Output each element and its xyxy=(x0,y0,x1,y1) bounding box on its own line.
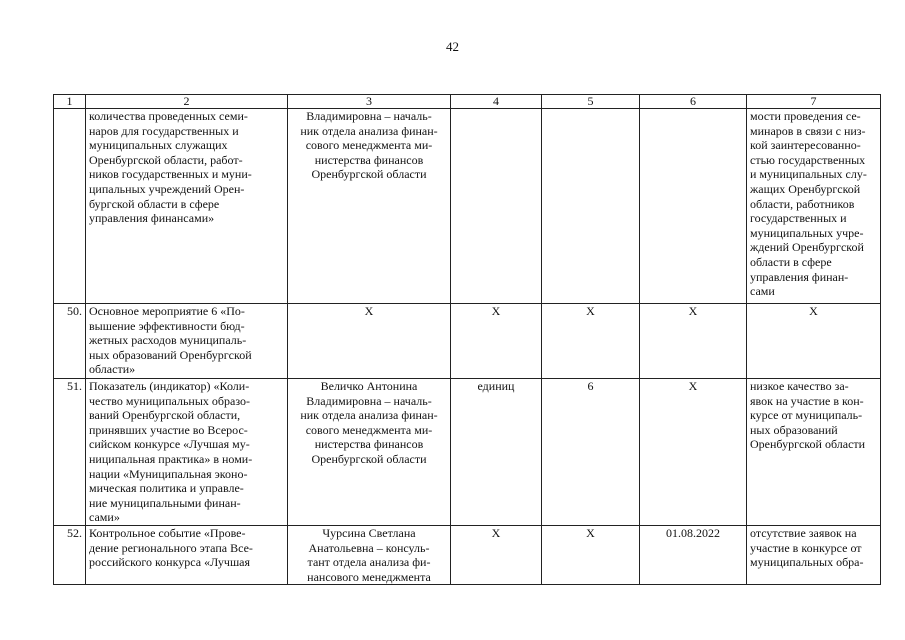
table-row xyxy=(54,109,881,304)
cell-text-line: бургской области в сфере xyxy=(89,196,220,211)
cell-text-line: мости проведения се- xyxy=(750,109,861,123)
cell-text-line: Х xyxy=(809,304,818,318)
risk-cell xyxy=(747,526,881,585)
cell-text-line: управления финансами» xyxy=(89,211,215,226)
cell-text-line: Основное мероприятие 6 «По- xyxy=(89,304,245,318)
cell-text-line: Владимировна – началь- xyxy=(306,393,432,408)
value-cell: 6 xyxy=(542,379,640,526)
cell-text-line: Оренбургской области xyxy=(750,437,866,452)
cell-text-line: ников государственных и муни- xyxy=(89,167,252,182)
cell-text-line: ных образований Оренбургской xyxy=(89,347,252,362)
cell-text-line: Оренбургской области, работ- xyxy=(89,152,243,167)
cell-text-line: ных образований xyxy=(750,422,838,437)
cell-text-line: количества проведенных семи- xyxy=(89,109,248,123)
row-number: 51. xyxy=(54,379,86,526)
cell-text-line: управления финан- xyxy=(750,269,849,284)
cell-text-line: ципальных учреждений Орен- xyxy=(89,181,245,196)
cell-text-line: области в сфере xyxy=(750,254,832,269)
cell-text-line: отсутствие заявок на xyxy=(750,526,857,540)
cell-text-line: муниципальных служащих xyxy=(89,138,228,153)
cell-text-line: государственных и xyxy=(750,211,847,226)
row-number: 52. xyxy=(54,526,86,585)
cell-text-line: вышение эффективности бюд- xyxy=(89,318,245,333)
cell-text-line: жетных расходов муниципаль- xyxy=(89,333,247,348)
cell-text-line: сового менеджмента ми- xyxy=(305,422,433,437)
risk-cell xyxy=(747,109,881,304)
header-cell: 7 xyxy=(747,95,881,109)
cell-text-line: Контрольное событие «Прове- xyxy=(89,526,246,540)
description-cell xyxy=(86,526,288,585)
cell-text-line: Оренбургской области xyxy=(311,451,427,466)
cell-text-line: минаров в связи с низ- xyxy=(750,123,866,138)
cell-text-line: ние муниципальными финан- xyxy=(89,495,241,510)
cell-text-line: ваний Оренбургской области, xyxy=(89,408,241,423)
value-cell: Х xyxy=(542,304,640,379)
header-cell: 4 xyxy=(451,95,542,109)
cell-text-line: Х xyxy=(364,304,374,318)
cell-text-line: муниципальных обра- xyxy=(750,555,864,570)
cell-text-line: участие в конкурсе от xyxy=(750,540,862,555)
date-cell: Х xyxy=(640,379,747,526)
cell-text-line: ниципальная практика» в номи- xyxy=(89,451,253,466)
cell-text-line: ник отдела анализа финан- xyxy=(300,123,438,138)
cell-text-line: сами xyxy=(750,284,775,299)
risk-cell xyxy=(747,379,881,526)
cell-text-line: Оренбургской области xyxy=(311,167,427,182)
cell-text-line: нистерства финансов xyxy=(314,437,424,452)
value-cell xyxy=(542,109,640,304)
cell-text-line: муниципальных учре- xyxy=(750,225,864,240)
responsible-cell xyxy=(288,109,451,304)
cell-text-line: сового менеджмента ми- xyxy=(305,138,433,153)
responsible-cell xyxy=(288,379,451,526)
cell-text-line: тант отдела анализа фи- xyxy=(307,555,431,570)
date-cell: Х xyxy=(640,304,747,379)
date-cell xyxy=(640,109,747,304)
cell-text-line: Величко Антонина xyxy=(320,379,418,393)
table-row xyxy=(54,379,881,526)
cell-text-line: стью государственных xyxy=(750,152,866,167)
header-cell: 3 xyxy=(288,95,451,109)
description-cell xyxy=(86,109,288,304)
risk-cell xyxy=(747,304,881,379)
date-cell: 01.08.2022 xyxy=(640,526,747,585)
header-cell: 2 xyxy=(86,95,288,109)
page-number: 42 xyxy=(446,39,459,54)
table-header-row xyxy=(54,95,881,109)
cell-text-line: кой заинтересованно- xyxy=(750,138,861,153)
unit-cell: Х xyxy=(451,526,542,585)
cell-text-line: низкое качество за- xyxy=(750,379,849,393)
cell-text-line: российского конкурса «Лучшая xyxy=(89,555,251,570)
header-cell: 1 xyxy=(54,95,86,109)
description-cell xyxy=(86,379,288,526)
cell-text-line: Показатель (индикатор) «Коли- xyxy=(89,379,250,393)
table-row xyxy=(54,526,881,585)
cell-text-line: чество муниципальных образо- xyxy=(89,393,250,408)
cell-text-line: Владимировна – началь- xyxy=(306,109,432,123)
table-row xyxy=(54,304,881,379)
unit-cell: Х xyxy=(451,304,542,379)
cell-text-line: области» xyxy=(89,362,136,377)
cell-text-line: принявших участие во Всерос- xyxy=(89,422,248,437)
cell-text-line: явок на участие в кон- xyxy=(750,393,864,408)
cell-text-line: нистерства финансов xyxy=(314,152,424,167)
cell-text-line: Анатольевна – консуль- xyxy=(308,540,430,555)
cell-text-line: жащих Оренбургской xyxy=(750,181,861,196)
responsible-cell xyxy=(288,526,451,585)
cell-text-line: ждений Оренбургской xyxy=(750,240,864,255)
cell-text-line: курсе от муниципаль- xyxy=(750,408,863,423)
header-cell: 5 xyxy=(542,95,640,109)
cell-text-line: области, работников xyxy=(750,196,855,211)
value-cell: Х xyxy=(542,526,640,585)
responsible-cell xyxy=(288,304,451,379)
cell-text-line: и муниципальных слу- xyxy=(750,167,867,182)
cell-text-line: нации «Муниципальная эконо- xyxy=(89,466,248,481)
cell-text-line: сами» xyxy=(89,510,120,525)
cell-text-line: дение регионального этапа Все- xyxy=(89,540,253,555)
description-cell xyxy=(86,304,288,379)
unit-cell xyxy=(451,109,542,304)
cell-text-line: нансового менеджмента xyxy=(307,569,431,584)
header-cell: 6 xyxy=(640,95,747,109)
cell-text-line: мическая политика и управле- xyxy=(89,481,244,496)
row-number xyxy=(54,109,86,304)
unit-cell: единиц xyxy=(451,379,542,526)
cell-text-line: Чурсина Светлана xyxy=(322,526,416,540)
row-number: 50. xyxy=(54,304,86,379)
cell-text-line: сийском конкурсе «Лучшая му- xyxy=(89,437,250,452)
measures-table xyxy=(53,94,881,585)
cell-text-line: наров для государственных и xyxy=(89,123,239,138)
cell-text-line: ник отдела анализа финан- xyxy=(300,408,438,423)
